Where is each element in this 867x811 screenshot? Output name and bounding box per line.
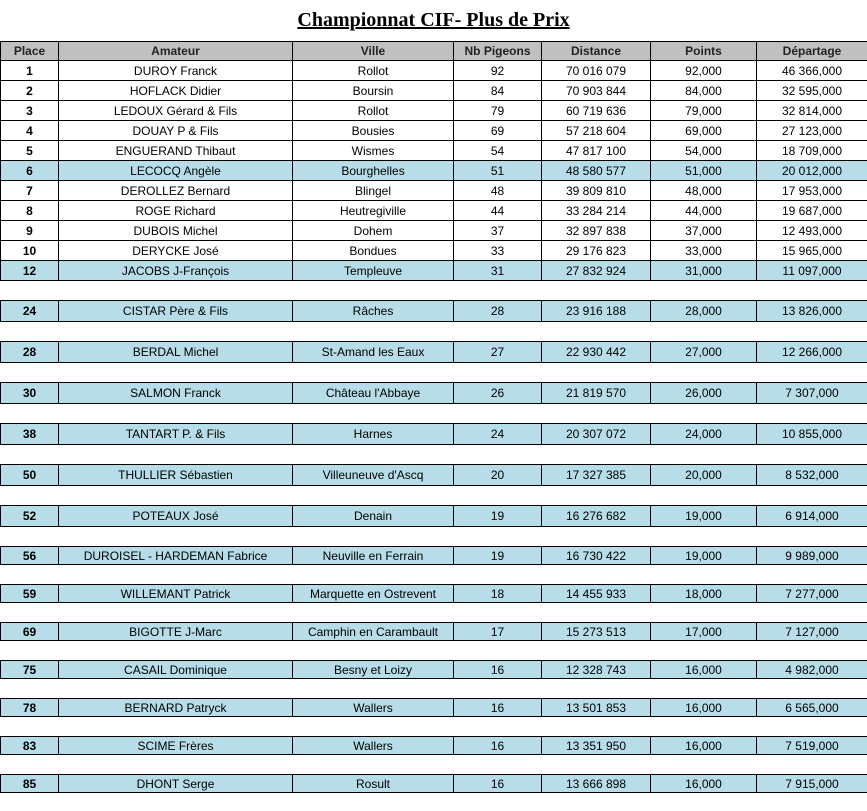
nb-pigeons-cell: 18 xyxy=(454,585,542,603)
nb-pigeons-cell: 20 xyxy=(454,465,542,486)
departage-cell: 7 307,000 xyxy=(757,383,867,404)
amateur-cell: BERNARD Patryck xyxy=(59,699,293,717)
distance-cell: 29 176 823 xyxy=(542,241,651,261)
spacer-row xyxy=(1,445,867,465)
ville-cell: Bourghelles xyxy=(293,161,454,181)
ville-cell: Blingel xyxy=(293,181,454,201)
place-cell: 8 xyxy=(1,201,59,221)
ville-cell: Rollot xyxy=(293,61,454,81)
spacer-cell xyxy=(1,322,867,342)
points-cell: 17,000 xyxy=(651,623,757,641)
spacer-row xyxy=(1,755,867,775)
amateur-cell: DOUAY P & Fils xyxy=(59,121,293,141)
amateur-cell: SALMON Franck xyxy=(59,383,293,404)
distance-cell: 15 273 513 xyxy=(542,623,651,641)
distance-cell: 21 819 570 xyxy=(542,383,651,404)
col-header-nb-pigeons: Nb Pigeons xyxy=(454,42,542,61)
place-cell: 12 xyxy=(1,261,59,281)
title-bar xyxy=(0,0,867,41)
amateur-cell: JACOBS J-François xyxy=(59,261,293,281)
nb-pigeons-cell: 19 xyxy=(454,506,542,527)
table-row xyxy=(1,141,867,161)
spacer-cell xyxy=(1,363,867,383)
ville-cell: Villeuneuve d'Ascq xyxy=(293,465,454,486)
spacer-cell xyxy=(1,281,867,301)
distance-cell: 16 276 682 xyxy=(542,506,651,527)
amateur-cell: CASAIL Dominique xyxy=(59,661,293,679)
col-header-departage: Départage xyxy=(757,42,867,61)
departage-cell: 13 826,000 xyxy=(757,301,867,322)
ville-cell: Neuville en Ferrain xyxy=(293,547,454,565)
distance-cell: 16 730 422 xyxy=(542,547,651,565)
place-cell: 52 xyxy=(1,506,59,527)
amateur-cell: TANTART P. & Fils xyxy=(59,424,293,445)
distance-cell: 60 719 636 xyxy=(542,101,651,121)
table-row xyxy=(1,301,867,322)
spacer-row xyxy=(1,565,867,585)
nb-pigeons-cell: 19 xyxy=(454,547,542,565)
points-cell: 69,000 xyxy=(651,121,757,141)
departage-cell: 32 595,000 xyxy=(757,81,867,101)
amateur-cell: ENGUERAND Thibaut xyxy=(59,141,293,161)
spacer-row xyxy=(1,404,867,424)
departage-cell: 4 982,000 xyxy=(757,661,867,679)
departage-cell: 6 914,000 xyxy=(757,506,867,527)
distance-cell: 47 817 100 xyxy=(542,141,651,161)
points-cell: 84,000 xyxy=(651,81,757,101)
nb-pigeons-cell: 33 xyxy=(454,241,542,261)
table-row xyxy=(1,585,867,603)
points-cell: 51,000 xyxy=(651,161,757,181)
points-cell: 92,000 xyxy=(651,61,757,81)
table-row xyxy=(1,506,867,527)
place-cell: 24 xyxy=(1,301,59,322)
points-cell: 26,000 xyxy=(651,383,757,404)
table-row xyxy=(1,221,867,241)
amateur-cell: LEDOUX Gérard & Fils xyxy=(59,101,293,121)
nb-pigeons-cell: 26 xyxy=(454,383,542,404)
place-cell: 59 xyxy=(1,585,59,603)
spacer-row xyxy=(1,717,867,737)
nb-pigeons-cell: 16 xyxy=(454,699,542,717)
departage-cell: 32 814,000 xyxy=(757,101,867,121)
place-cell: 3 xyxy=(1,101,59,121)
departage-cell: 15 965,000 xyxy=(757,241,867,261)
amateur-cell: DUBOIS Michel xyxy=(59,221,293,241)
points-cell: 19,000 xyxy=(651,547,757,565)
ville-cell: Camphin en Carambault xyxy=(293,623,454,641)
place-cell: 10 xyxy=(1,241,59,261)
spacer-cell xyxy=(1,717,867,737)
amateur-cell: THULLIER Sébastien xyxy=(59,465,293,486)
amateur-cell: DERYCKE José xyxy=(59,241,293,261)
place-cell: 30 xyxy=(1,383,59,404)
ville-cell: Boursin xyxy=(293,81,454,101)
points-cell: 28,000 xyxy=(651,301,757,322)
ville-cell: Râches xyxy=(293,301,454,322)
distance-cell: 27 832 924 xyxy=(542,261,651,281)
distance-cell: 32 897 838 xyxy=(542,221,651,241)
nb-pigeons-cell: 79 xyxy=(454,101,542,121)
ville-cell: Wallers xyxy=(293,699,454,717)
amateur-cell: WILLEMANT Patrick xyxy=(59,585,293,603)
place-cell: 28 xyxy=(1,342,59,363)
points-cell: 16,000 xyxy=(651,737,757,755)
ville-cell: Rollot xyxy=(293,101,454,121)
points-cell: 33,000 xyxy=(651,241,757,261)
departage-cell: 7 519,000 xyxy=(757,737,867,755)
place-cell: 6 xyxy=(1,161,59,181)
points-cell: 44,000 xyxy=(651,201,757,221)
ville-cell: Bousies xyxy=(293,121,454,141)
amateur-cell: ROGE Richard xyxy=(59,201,293,221)
nb-pigeons-cell: 48 xyxy=(454,181,542,201)
ville-cell: Wismes xyxy=(293,141,454,161)
spacer-row xyxy=(1,322,867,342)
amateur-cell: BERDAL Michel xyxy=(59,342,293,363)
points-cell: 48,000 xyxy=(651,181,757,201)
nb-pigeons-cell: 54 xyxy=(454,141,542,161)
departage-cell: 9 989,000 xyxy=(757,547,867,565)
table-row xyxy=(1,181,867,201)
nb-pigeons-cell: 51 xyxy=(454,161,542,181)
points-cell: 16,000 xyxy=(651,699,757,717)
page-title: Championnat CIF- Plus de Prix xyxy=(297,9,570,31)
spacer-row xyxy=(1,486,867,506)
ville-cell: Dohem xyxy=(293,221,454,241)
spacer-row xyxy=(1,679,867,699)
table-row xyxy=(1,383,867,404)
points-cell: 27,000 xyxy=(651,342,757,363)
spacer-cell xyxy=(1,565,867,585)
spacer-cell xyxy=(1,755,867,775)
amateur-cell: DEROLLEZ Bernard xyxy=(59,181,293,201)
points-cell: 20,000 xyxy=(651,465,757,486)
table-row xyxy=(1,201,867,221)
ville-cell: Besny et Loizy xyxy=(293,661,454,679)
distance-cell: 12 328 743 xyxy=(542,661,651,679)
table-row xyxy=(1,261,867,281)
departage-cell: 7 127,000 xyxy=(757,623,867,641)
distance-cell: 33 284 214 xyxy=(542,201,651,221)
table-row xyxy=(1,661,867,679)
nb-pigeons-cell: 31 xyxy=(454,261,542,281)
place-cell: 5 xyxy=(1,141,59,161)
place-cell: 78 xyxy=(1,699,59,717)
departage-cell: 7 915,000 xyxy=(757,775,867,793)
distance-cell: 17 327 385 xyxy=(542,465,651,486)
table-row xyxy=(1,623,867,641)
table-row xyxy=(1,241,867,261)
departage-cell: 12 493,000 xyxy=(757,221,867,241)
departage-cell: 12 266,000 xyxy=(757,342,867,363)
col-header-amateur: Amateur xyxy=(59,42,293,61)
distance-cell: 70 903 844 xyxy=(542,81,651,101)
departage-cell: 11 097,000 xyxy=(757,261,867,281)
table-row xyxy=(1,161,867,181)
table-row xyxy=(1,699,867,717)
amateur-cell: DUROISEL - HARDEMAN Fabrice xyxy=(59,547,293,565)
col-header-distance: Distance xyxy=(542,42,651,61)
table-row xyxy=(1,424,867,445)
distance-cell: 22 930 442 xyxy=(542,342,651,363)
amateur-cell: SCIME Frères xyxy=(59,737,293,755)
spacer-cell xyxy=(1,486,867,506)
table-row xyxy=(1,81,867,101)
place-cell: 56 xyxy=(1,547,59,565)
departage-cell: 10 855,000 xyxy=(757,424,867,445)
departage-cell: 7 277,000 xyxy=(757,585,867,603)
nb-pigeons-cell: 44 xyxy=(454,201,542,221)
spacer-row xyxy=(1,603,867,623)
table-row xyxy=(1,121,867,141)
amateur-cell: DHONT Serge xyxy=(59,775,293,793)
place-cell: 2 xyxy=(1,81,59,101)
departage-cell: 8 532,000 xyxy=(757,465,867,486)
distance-cell: 13 351 950 xyxy=(542,737,651,755)
departage-cell: 17 953,000 xyxy=(757,181,867,201)
amateur-cell: BIGOTTE J-Marc xyxy=(59,623,293,641)
distance-cell: 39 809 810 xyxy=(542,181,651,201)
ville-cell: Denain xyxy=(293,506,454,527)
place-cell: 38 xyxy=(1,424,59,445)
distance-cell: 48 580 577 xyxy=(542,161,651,181)
distance-cell: 13 501 853 xyxy=(542,699,651,717)
col-header-ville: Ville xyxy=(293,42,454,61)
points-cell: 19,000 xyxy=(651,506,757,527)
distance-cell: 57 218 604 xyxy=(542,121,651,141)
distance-cell: 20 307 072 xyxy=(542,424,651,445)
place-cell: 7 xyxy=(1,181,59,201)
spacer-cell xyxy=(1,641,867,661)
ville-cell: Bondues xyxy=(293,241,454,261)
departage-cell: 18 709,000 xyxy=(757,141,867,161)
points-cell: 16,000 xyxy=(651,661,757,679)
spacer-cell xyxy=(1,527,867,547)
table-row xyxy=(1,61,867,81)
table-body xyxy=(1,61,867,793)
place-cell: 83 xyxy=(1,737,59,755)
nb-pigeons-cell: 16 xyxy=(454,775,542,793)
amateur-cell: LECOCQ Angèle xyxy=(59,161,293,181)
points-cell: 37,000 xyxy=(651,221,757,241)
spacer-row xyxy=(1,281,867,301)
place-cell: 50 xyxy=(1,465,59,486)
nb-pigeons-cell: 16 xyxy=(454,661,542,679)
table-row xyxy=(1,737,867,755)
nb-pigeons-cell: 69 xyxy=(454,121,542,141)
points-cell: 18,000 xyxy=(651,585,757,603)
points-cell: 31,000 xyxy=(651,261,757,281)
spacer-cell xyxy=(1,603,867,623)
col-header-points: Points xyxy=(651,42,757,61)
distance-cell: 23 916 188 xyxy=(542,301,651,322)
departage-cell: 27 123,000 xyxy=(757,121,867,141)
table-row xyxy=(1,547,867,565)
table-row xyxy=(1,465,867,486)
ranking-table xyxy=(0,41,867,793)
points-cell: 16,000 xyxy=(651,775,757,793)
ville-cell: Château l'Abbaye xyxy=(293,383,454,404)
departage-cell: 20 012,000 xyxy=(757,161,867,181)
points-cell: 54,000 xyxy=(651,141,757,161)
ville-cell: Marquette en Ostrevent xyxy=(293,585,454,603)
spacer-row xyxy=(1,641,867,661)
place-cell: 69 xyxy=(1,623,59,641)
table-row xyxy=(1,101,867,121)
place-cell: 85 xyxy=(1,775,59,793)
place-cell: 75 xyxy=(1,661,59,679)
spacer-cell xyxy=(1,679,867,699)
header-row xyxy=(1,42,867,61)
spacer-cell xyxy=(1,445,867,465)
nb-pigeons-cell: 16 xyxy=(454,737,542,755)
nb-pigeons-cell: 27 xyxy=(454,342,542,363)
amateur-cell: POTEAUX José xyxy=(59,506,293,527)
nb-pigeons-cell: 92 xyxy=(454,61,542,81)
table-row xyxy=(1,775,867,793)
ville-cell: Harnes xyxy=(293,424,454,445)
place-cell: 1 xyxy=(1,61,59,81)
ville-cell: St-Amand les Eaux xyxy=(293,342,454,363)
distance-cell: 14 455 933 xyxy=(542,585,651,603)
spacer-row xyxy=(1,363,867,383)
nb-pigeons-cell: 17 xyxy=(454,623,542,641)
ville-cell: Rosult xyxy=(293,775,454,793)
spacer-row xyxy=(1,527,867,547)
nb-pigeons-cell: 24 xyxy=(454,424,542,445)
departage-cell: 6 565,000 xyxy=(757,699,867,717)
amateur-cell: CISTAR Père & Fils xyxy=(59,301,293,322)
points-cell: 79,000 xyxy=(651,101,757,121)
ville-cell: Templeuve xyxy=(293,261,454,281)
ville-cell: Wallers xyxy=(293,737,454,755)
col-header-place: Place xyxy=(1,42,59,61)
departage-cell: 19 687,000 xyxy=(757,201,867,221)
place-cell: 9 xyxy=(1,221,59,241)
spacer-cell xyxy=(1,404,867,424)
amateur-cell: DUROY Franck xyxy=(59,61,293,81)
place-cell: 4 xyxy=(1,121,59,141)
departage-cell: 46 366,000 xyxy=(757,61,867,81)
nb-pigeons-cell: 28 xyxy=(454,301,542,322)
ville-cell: Heutregiville xyxy=(293,201,454,221)
points-cell: 24,000 xyxy=(651,424,757,445)
distance-cell: 70 016 079 xyxy=(542,61,651,81)
distance-cell: 13 666 898 xyxy=(542,775,651,793)
nb-pigeons-cell: 84 xyxy=(454,81,542,101)
table-row xyxy=(1,342,867,363)
nb-pigeons-cell: 37 xyxy=(454,221,542,241)
amateur-cell: HOFLACK Didier xyxy=(59,81,293,101)
